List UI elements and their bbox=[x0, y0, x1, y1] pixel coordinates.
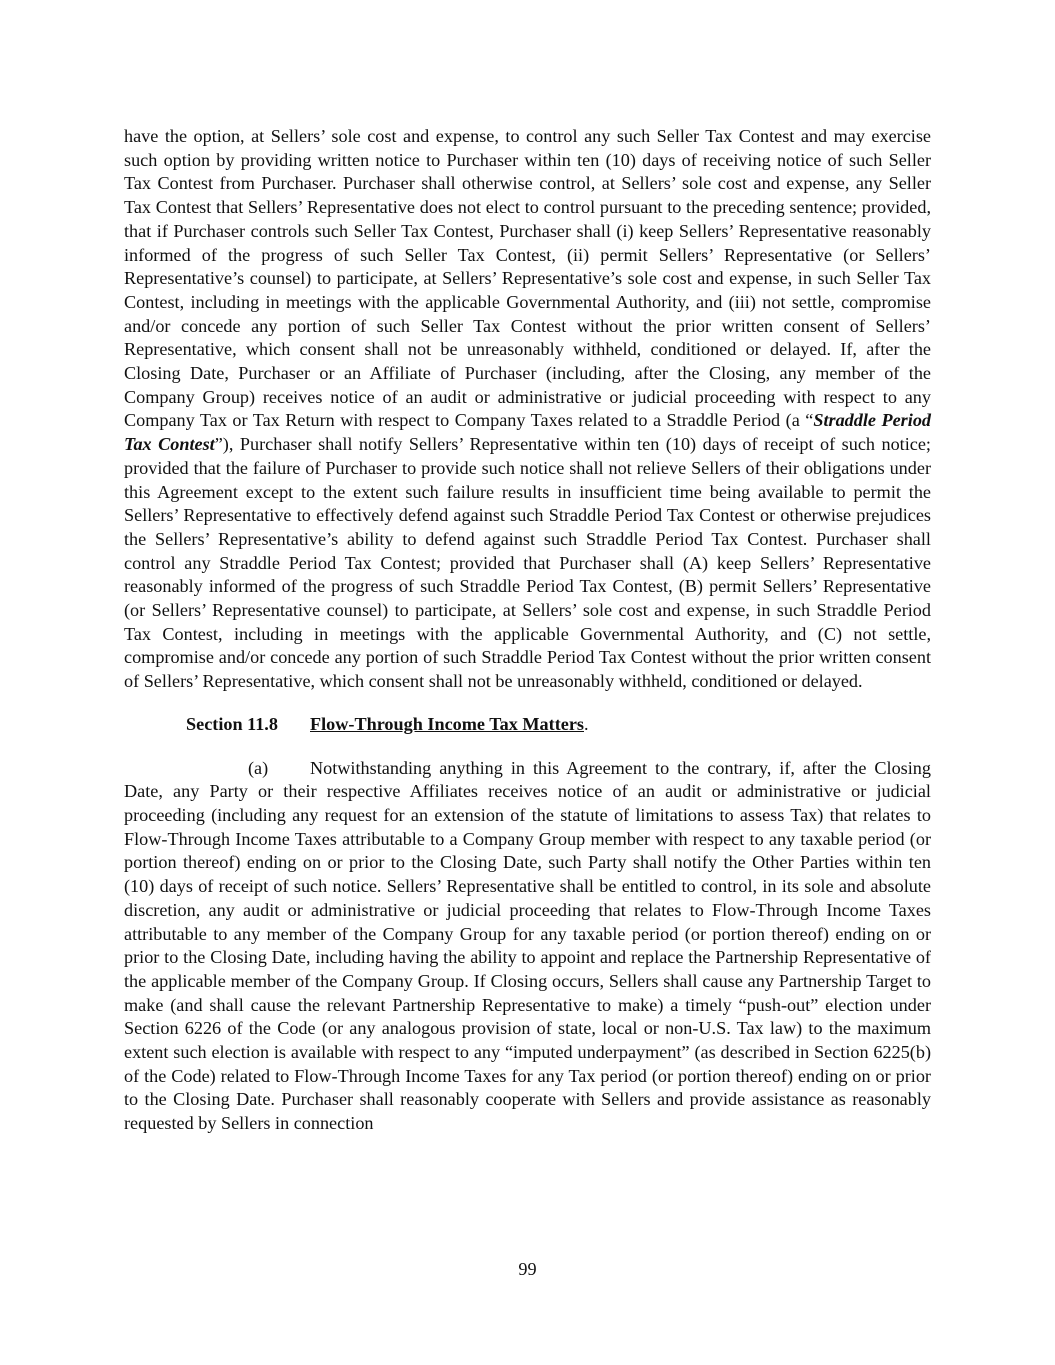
section-number: Section 11.8 bbox=[186, 713, 278, 734]
continuation-text-part2: ”), Purchaser shall notify Sellers’ Representative within ten (10) days of receipt of such notice; provided that the failure of Purchaser to provide such notice shall not relieve Sellers of their obligations under this Agreement except to the extent such failure results in insufficient time being available to permit the Sellers’ Representative to effectively defend against such Straddle Period Tax Contest or otherwise prejudices the Sellers’ Representative’s ability to defend against such Straddle Period Tax Contest. Purchaser shall control any Straddle Period Tax Contest; provided that Purchaser shall (A) keep Sellers’ Representative reasonably informed of the progress of such Straddle Period Tax Contest, (B) permit Sellers’ Representative (or Sellers’ Representative counsel) to participate, at Sellers’ sole cost and expense, in such Straddle Period Tax Contest, including in meetings with the applicable Governmental Authority, and (C) not settle, compromise and/or concede any portion of such Straddle Period Tax Contest without the prior written consent of Sellers’ Representative, which consent shall not be unreasonably withheld, conditioned or delayed. bbox=[124, 434, 931, 692]
document-body bbox=[124, 125, 931, 1136]
continuation-text-part1: have the option, at Sellers’ sole cost and expense, to control any such Seller Tax Contest and may exercise such option by providing written notice to Purchaser within ten (10) days of receiving notice of such Seller Tax Contest from Purchaser. Purchaser shall otherwise control, at Sellers’ sole cost and expense, any Seller Tax Contest that Sellers’ Representative does not elect to control pursuant to the preceding sentence; provided, that if Purchaser controls such Seller Tax Contest, Purchaser shall (i) keep Sellers’ Representative reasonably informed of the progress of such Seller Tax Contest, (ii) permit Sellers’ Representative (or Sellers’ Representative’s counsel) to participate, at Sellers’ Representative’s sole cost and expense, in such Seller Tax Contest, including in meetings with the applicable Governmental Authority, and (iii) not settle, compromise and/or concede any portion of such Seller Tax Contest without the prior written consent of Sellers’ Representative, which consent shall not be unreasonably withheld, conditioned or delayed. If, after the Closing Date, Purchaser or an Affiliate of Purchaser (including, after the Closing, any member of the Company Group) receives notice of an audit or administrative or judicial proceeding with respect to any Company Tax or Tax Return with respect to Company Taxes related to a Straddle Period (a “ bbox=[124, 126, 931, 431]
subsection-a-paragraph bbox=[124, 757, 931, 1136]
subsection-a-label: (a) bbox=[248, 757, 269, 778]
page-number: 99 bbox=[518, 1259, 537, 1279]
section-heading bbox=[124, 713, 931, 737]
section-title: Flow-Through Income Tax Matters bbox=[310, 713, 584, 734]
continuation-paragraph bbox=[124, 125, 931, 694]
defined-term: Straddle Period Tax Contest bbox=[124, 410, 932, 455]
subsection-a-text: Notwithstanding anything in this Agreement to the contrary, if, after the Closing Date, any Party or their respective Affiliates receives notice of an audit or administrative or judicial proceeding (including any request for an extension of the statute of limitations to assess Tax) that relates to Flow-Through Income Taxes attributable to a Company Group member with respect to any taxable period (or portion thereof) ending on or prior to the Closing Date, such Party shall notify the Other Parties within ten (10) days of receipt of such notice. Sellers’ Representative shall be entitled to control, in its sole and absolute discretion, any audit or administrative or judicial proceeding that relates to Flow-Through Income Taxes attributable to any member of the Company Group for any taxable period (or portion thereof) ending on or prior to the Closing Date, including having the ability to appoint and replace the Partnership Representative of the applicable member of the Company Group. If Closing occurs, Sellers shall cause any Partnership Target to make (and shall cause the relevant Partnership Representative to make) a timely “push-out” election under Section 6226 of the Code (or any analogous provision of state, local or non-U.S. Tax law) to the maximum extent such election is available with respect to any “imputed underpayment” (as described in Section 6225(b) of the Code) related to Flow-Through Income Taxes for any Tax period (or portion thereof) ending on or prior to the Closing Date. Purchaser shall reasonably cooperate with Sellers and provide assistance as reasonably requested by Sellers in connection bbox=[124, 757, 931, 1134]
section-title-period: . bbox=[584, 713, 589, 734]
